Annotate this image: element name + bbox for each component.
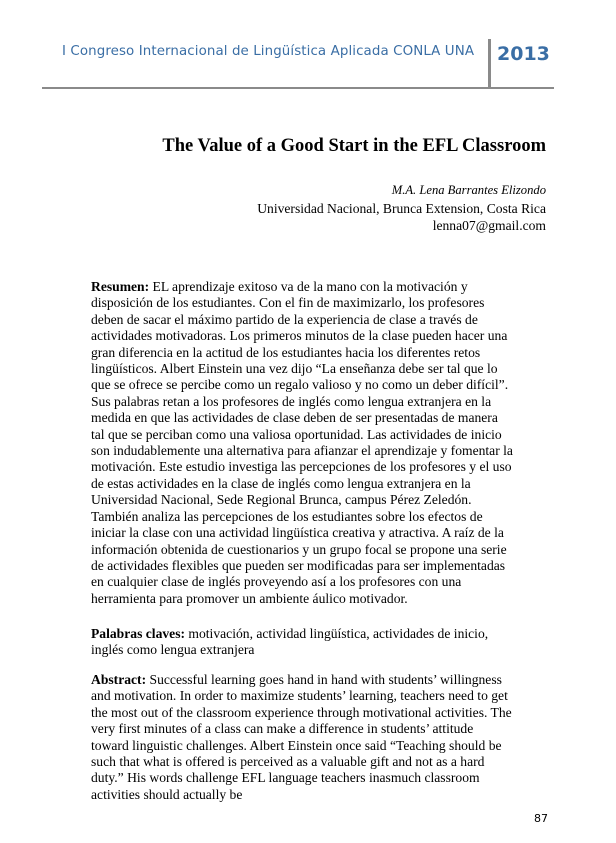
keywords-label: Palabras claves:	[91, 626, 186, 641]
resumen-paragraph	[91, 279, 513, 607]
header-divider-vertical	[488, 39, 491, 88]
keywords-paragraph	[91, 626, 513, 659]
abstract-paragraph	[91, 672, 513, 803]
abstract-label: Abstract:	[91, 672, 147, 687]
resumen-text: EL aprendizaje exitoso va de la mano con la motivación y disposición de los estudiantes. Con el fin de maximizarlo, los profesores deben de sacar el máximo partido de la experiencia de clase a través de actividades motivadoras. Los primeros minutos de la clase pueden hacer una gran diferencia en la actitud de los estudiantes hacia los diferentes retos lingüísticos. Albert Einstein una vez dijo “La enseñanza debe ser tal que lo que se ofrece se percibe como un regalo valioso y no como un deber difícil”. Sus palabras retan a los profesores de inglés como lengua extranjera en la medida en que las actividades de clase deben de ser presentadas de manera tal que se perciban como una valiosa oportunidad. Las actividades de inicio son indudablemente una alternativa para afianzar el aprendizaje y fomentar la motivación. Este estudio investiga las percepciones de los profesores y el uso de estas actividades en la clase de inglés como lengua extranjera en la Universidad Nacional, Sede Regional Brunca, campus Pérez Zeledón. También analiza las percepciones de los estudiantes sobre los efectos de iniciar la clase con una actividad lingüística creativa y atractiva. A raíz de la información obtenida de cuestionarios y un grupo focal se propone una serie de actividades flexibles que pueden ser modificadas para ser implementadas en cualquier clase de inglés proveyendo así a los profesores con una herramienta para promover un ambiente áulico motivador.	[91, 279, 513, 606]
abstract-text: Successful learning goes hand in hand with students’ willingness and motivation. In order to maximize students’ learning, teachers need to get the most out of the classroom experience through motivational activities. The very first minutes of a class can make a difference in students’ attitude toward linguistic challenges. Albert Einstein once said “Teaching should be such that what is offered is perceived as a valuable gift and not as a hard duty.” His words challenge EFL language teachers inasmuch classroom activities should actually be	[91, 672, 512, 802]
header-divider-horizontal	[42, 87, 554, 89]
paper-title: The Value of a Good Start in the EFL Classroom	[162, 136, 546, 156]
conference-title: I Congreso Internacional de Lingüística Aplicada CONLA UNA	[62, 44, 475, 59]
author-name: M.A. Lena Barrantes Elizondo	[391, 183, 546, 197]
author-email: lenna07@gmail.com	[432, 218, 546, 233]
page-number: 87	[534, 812, 548, 825]
conference-year: 2013	[497, 43, 550, 65]
author-block	[257, 182, 546, 235]
resumen-label: Resumen:	[91, 279, 150, 294]
keywords-text: motivación, actividad lingüística, actividades de inicio, inglés como lengua extranjera	[91, 626, 489, 658]
author-affiliation: Universidad Nacional, Brunca Extension, Costa Rica	[257, 200, 546, 216]
